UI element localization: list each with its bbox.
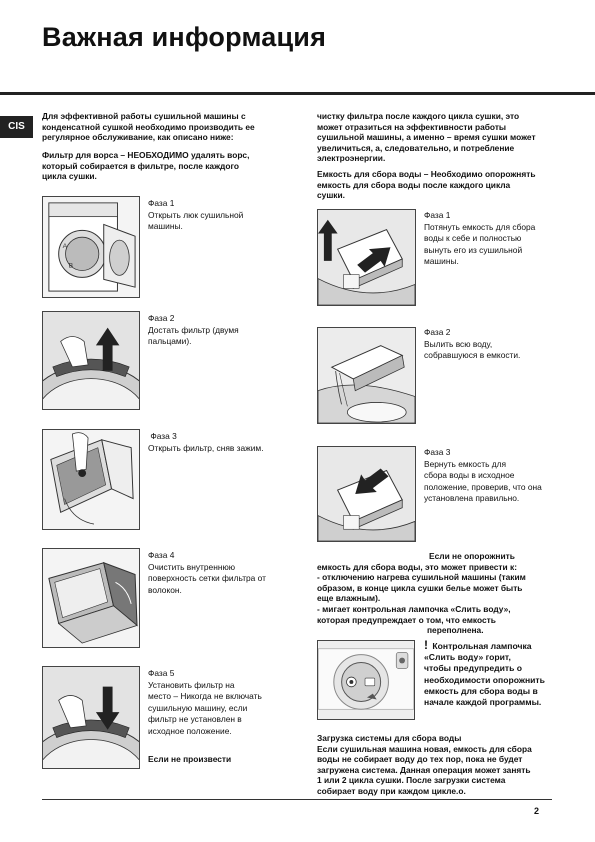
text-line: емкость для сбора воды, это может привести к: <box>317 561 517 572</box>
text-line: Если не опорожнить <box>429 551 515 561</box>
text-line: конденсатной сушкой необходимо производить ее <box>42 121 255 132</box>
page-number: 2 <box>534 806 540 816</box>
illustration-remove-filter <box>42 311 140 410</box>
text-line: воды не собирает воду до тех пор, пока не будет <box>317 754 523 765</box>
loading-system-paragraph <box>317 733 532 797</box>
intro-paragraph <box>42 111 255 143</box>
text-line: переполнена. <box>427 625 484 636</box>
step-caption-left-2 <box>148 313 239 348</box>
text-line: сбора воды в исходное <box>424 470 515 481</box>
text-line: Фаза 4 <box>148 550 175 560</box>
control-panel-drawing <box>318 641 414 719</box>
text-line: Контрольная лампочка <box>432 641 532 651</box>
step-caption-right-3 <box>424 447 542 505</box>
illustration-control-panel <box>317 640 415 720</box>
text-line: загружена система. Данная операция может занять <box>317 764 531 775</box>
text-line: Потянуть емкость для сбора <box>424 221 536 232</box>
text-line: может отразиться на эффективности работы <box>317 121 507 132</box>
text-line: увеличиться, а, следовательно, и потребление <box>317 142 515 153</box>
text-line: Очистить внутреннюю <box>148 561 236 572</box>
illustration-reinsert-filter <box>42 666 140 769</box>
step-caption-left-3 <box>148 431 264 454</box>
text-line: Фаза 1 <box>424 210 451 220</box>
step-caption-right-1 <box>424 210 535 268</box>
lint-filter-paragraph <box>42 150 249 182</box>
step-caption-right-2 <box>424 327 520 362</box>
step-caption-left-1 <box>148 198 243 233</box>
text-line: Вылить всю воду, <box>424 338 493 349</box>
reinsert-filter-drawing <box>43 667 139 768</box>
text-line: Вернуть емкость для <box>424 458 507 469</box>
text-line: Открыть люк сушильной <box>148 209 244 220</box>
text-line: чтобы предупредить о <box>424 663 523 674</box>
text-line: электроэнергии. <box>317 153 386 164</box>
text-line: место – Никогда не включать <box>148 691 262 702</box>
text-line: Фильтр для ворса – НЕОБХОДИМО удалять ворс, <box>42 150 250 160</box>
text-line: сушки. <box>317 190 345 201</box>
text-line: Фаза 1 <box>148 198 175 208</box>
text-line: волокон. <box>148 584 182 595</box>
illustration-reinsert-container <box>317 446 416 542</box>
dryer-open-door-drawing <box>43 197 139 297</box>
text-line: необходимости опорожнить <box>424 674 545 685</box>
text-line: - мигает контрольная лампочка «Слить воду», <box>317 603 511 614</box>
text-line: емкость для сбора воды в <box>424 685 538 696</box>
text-line: пальцами). <box>148 336 192 347</box>
text-line: Фаза 3 <box>424 447 451 457</box>
text-line: Фаза 2 <box>424 327 451 337</box>
text-line: установлена правильно. <box>424 493 520 504</box>
text-line: регулярное обслуживание, как описано ниже: <box>42 132 234 143</box>
illustration-open-door <box>42 196 140 298</box>
not-empty-paragraph <box>317 551 526 636</box>
language-tab: CIS <box>0 116 33 138</box>
text-line: «Слить воду» горит, <box>424 652 511 663</box>
text-line: еще влажным). <box>317 593 381 604</box>
text-line: Фаза 3 <box>148 431 177 441</box>
text-line: - отключению нагрева сушильной машины (таким <box>317 572 526 583</box>
text-line: вынуть его из сушильной <box>424 244 523 255</box>
text-line: который собирается в фильтре, после каждого <box>42 160 239 171</box>
empty-container-drawing <box>318 328 415 423</box>
pull-container-drawing <box>318 210 415 305</box>
illustration-clean-filter <box>42 548 140 648</box>
text-line: чистку фильтра после каждого цикла сушки, это <box>317 111 520 121</box>
section-heading: Загрузка системы для сбора воды <box>317 733 462 743</box>
text-line: 1 или 2 цикла сушки. После загрузки система <box>317 775 506 786</box>
continued-paragraph <box>317 111 536 164</box>
page-title: Важная информация <box>42 22 327 52</box>
footer-rule <box>42 799 552 800</box>
text-line: положение, проверив, что она <box>424 481 542 492</box>
text-line: Достать фильтр (двумя <box>148 324 239 335</box>
text-line: собравшуюся в емкости. <box>424 350 521 361</box>
illustration-empty-container <box>317 327 416 424</box>
text-line: сушильной машины, а именно – время сушки может <box>317 132 536 143</box>
text-line: исходное положение. <box>148 725 232 736</box>
text-line: которая предупреждает о том, что емкость <box>317 614 496 625</box>
text-line: машины. <box>424 256 459 267</box>
if-not-text: Если не произвести <box>148 754 232 764</box>
step-caption-left-4 <box>148 550 266 596</box>
text-line: Емкость для сбора воды – Необходимо опорожнять <box>317 169 536 179</box>
text-line: Фаза 5 <box>148 668 175 678</box>
warning-line-1 <box>424 640 545 652</box>
text-line: Если сушильная машина новая, емкость для сбора <box>317 743 532 754</box>
text-line: поверхность сетки фильтра от <box>148 573 266 584</box>
svg-text:B: B <box>68 262 74 270</box>
illustration-open-filter <box>42 429 140 530</box>
svg-text:A: A <box>62 242 68 250</box>
text-line: машины. <box>148 221 183 232</box>
text-line: сушильную машину, если <box>148 702 248 713</box>
text-line: Установить фильтр на <box>148 679 235 690</box>
step-caption-left-5 <box>148 668 262 738</box>
text-line: Фаза 2 <box>148 313 175 323</box>
header-rule <box>0 92 595 95</box>
warning-note <box>424 640 545 708</box>
text-line: собирает воду при каждом цикле.о. <box>317 785 466 796</box>
exclamation-icon: ! <box>424 638 428 652</box>
text-line: начале каждой программы. <box>424 697 542 708</box>
illustration-pull-container <box>317 209 416 306</box>
water-container-paragraph <box>317 169 536 201</box>
text-line: фильтр не установлен в <box>148 714 242 725</box>
open-filter-drawing <box>43 430 139 529</box>
text-line: Открыть фильтр, сняв зажим. <box>148 442 264 453</box>
text-line: цикла сушки. <box>42 171 97 182</box>
remove-filter-drawing <box>43 312 139 409</box>
text-line: воды к себе и полностью <box>424 233 522 244</box>
text-line: Для эффективной работы сушильной машины с <box>42 111 246 121</box>
text-line: емкость для сбора воды после каждого цикла <box>317 179 511 190</box>
reinsert-container-drawing <box>318 447 415 541</box>
text-line: образом, в конце цикла сушки белье может быть <box>317 582 523 593</box>
clean-filter-drawing <box>43 549 139 647</box>
